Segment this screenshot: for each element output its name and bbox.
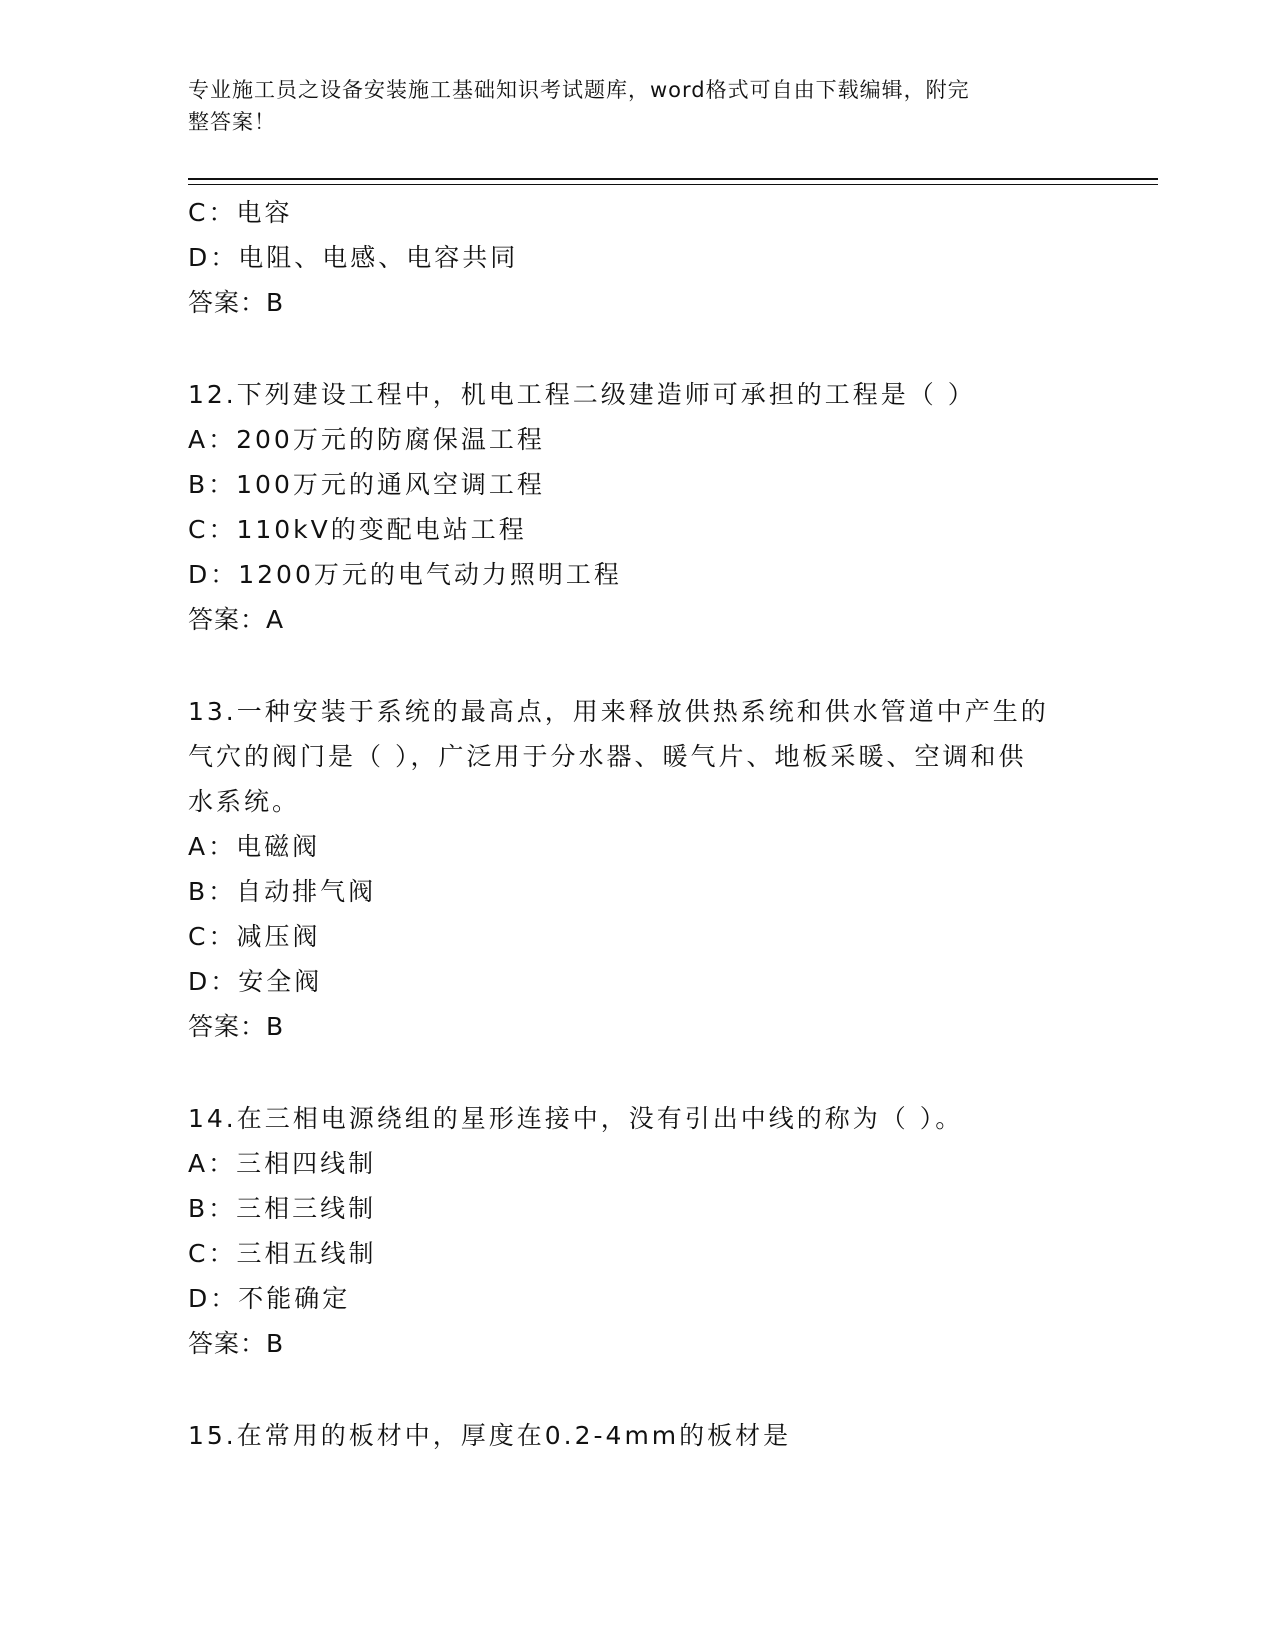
spacer [188,1049,1088,1096]
option-a: A：电磁阀 [188,832,321,861]
option-b: B：自动排气阀 [188,877,377,906]
header-line-1: 专业施工员之设备安装施工基础知识考试题库，word格式可自由下载编辑，附完 [188,78,970,102]
option-a: A：200万元的防腐保温工程 [188,425,545,454]
answer-line: 答案：B [188,1329,285,1358]
option-d: D：不能确定 [188,1284,351,1313]
question-12 [188,372,1088,642]
question-stem: 15.在常用的板材中，厚度在0.2-4mm的板材是 [188,1421,792,1450]
question-13 [188,689,1088,1049]
spacer [188,642,1088,689]
question-14 [188,1096,1088,1366]
question-stem: 14.在三相电源绕组的星形连接中，没有引出中线的称为（ ）。 [188,1104,964,1133]
option-b: B：三相三线制 [188,1194,377,1223]
option-d: D：安全阀 [188,967,323,996]
answer-line: 答案：B [188,1012,285,1041]
spacer [188,1366,1088,1413]
spacer [188,325,1088,372]
document-header [188,74,1088,138]
option-d: D：1200万元的电气动力照明工程 [188,560,622,589]
document-body [188,190,1088,1458]
option-c: C：110kV的变配电站工程 [188,515,527,544]
option-c: C：三相五线制 [188,1239,377,1268]
option-c: C：减压阀 [188,922,321,951]
option-b: B：100万元的通风空调工程 [188,470,545,499]
header-divider-thin [188,184,1158,185]
option-a: A：三相四线制 [188,1149,377,1178]
question-15 [188,1413,1088,1458]
question-stem-line-1: 13.一种安装于系统的最高点，用来释放供热系统和供水管道中产生的 [188,697,1049,726]
header-divider-thick [188,178,1158,180]
question-stem-line-2: 气穴的阀门是（ ），广泛用于分水器、暖气片、地板采暖、空调和供 [188,742,1027,771]
question-stem: 12.下列建设工程中，机电工程二级建造师可承担的工程是（ ） [188,380,976,409]
option-c: C：电容 [188,198,293,227]
question-stem-line-3: 水系统。 [188,787,301,816]
option-d: D：电阻、电感、电容共同 [188,243,519,272]
question-11-continued [188,190,1088,325]
header-line-2: 整答案！ [188,110,276,134]
answer-line: 答案：A [188,605,285,634]
answer-line: 答案：B [188,288,285,317]
